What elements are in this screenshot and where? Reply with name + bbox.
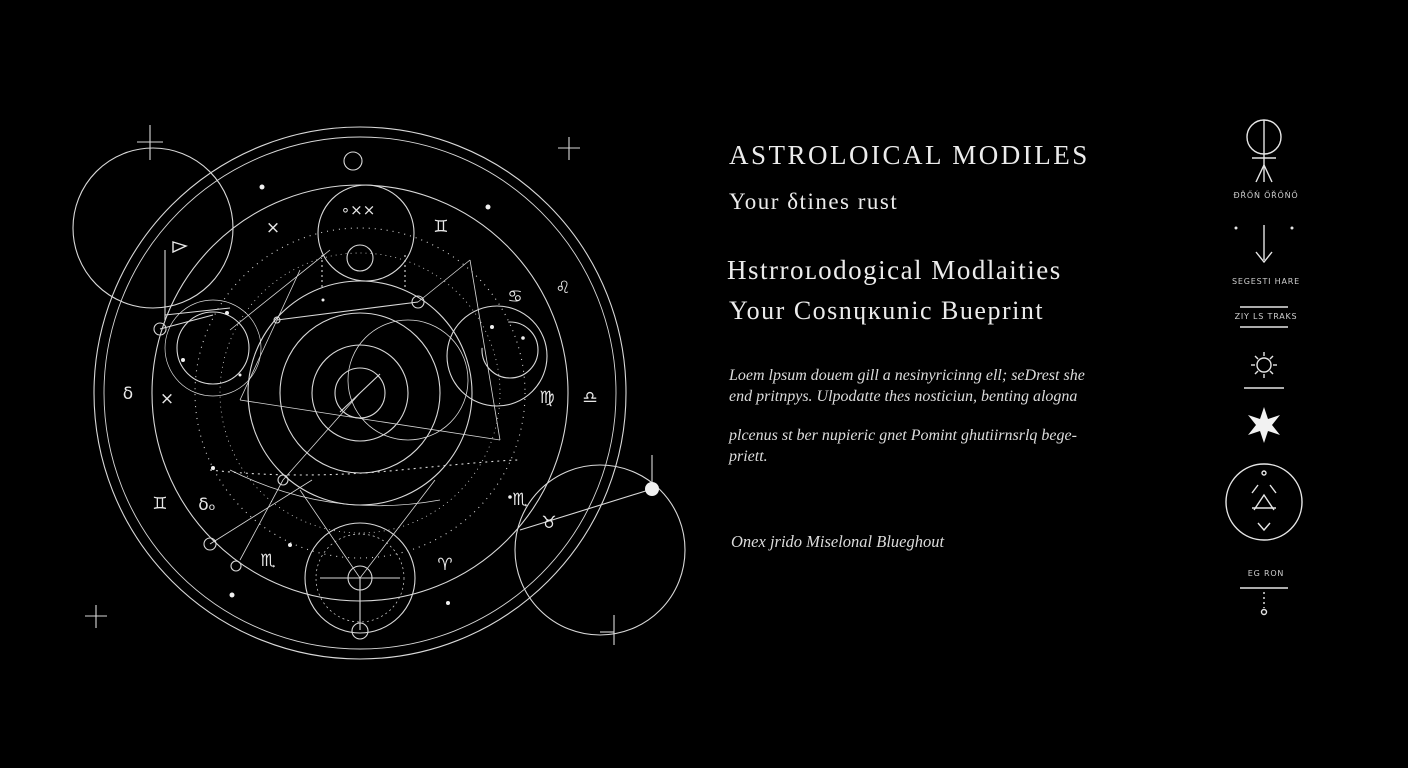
zodiac-glyph: ♌ xyxy=(555,278,571,298)
sigil-circle-icon xyxy=(1226,464,1302,540)
hero-subtitle: Your δtines rust xyxy=(729,189,899,214)
top-circle xyxy=(318,185,414,281)
rail-label: ZIY LS TRAKS xyxy=(1234,312,1298,321)
left-small-circle-2 xyxy=(165,300,261,396)
star-icon xyxy=(1248,407,1280,443)
zodiac-glyph: ♊ xyxy=(152,494,168,514)
top-small-circle xyxy=(347,245,373,271)
sun-icon xyxy=(1251,352,1277,378)
top-dot-circle xyxy=(344,152,362,170)
section-heading: Hstrroʟodogical Modlaities xyxy=(727,255,1062,285)
body-text: plcenus st ber nupieric gnet Pomint ghutiirnsrlq bege- xyxy=(729,427,1077,444)
dotted-line-icon xyxy=(1262,592,1267,615)
zodiac-glyph: δₒ xyxy=(198,495,216,515)
zodiac-glyph: δ xyxy=(122,384,134,404)
footer-note: Onex jrido Miselonal Blueghout xyxy=(731,532,945,551)
rail-label: ĐŘŐŃ ŐŘŐŃŐ xyxy=(1233,191,1299,200)
figure-glyph-icon xyxy=(1247,120,1281,182)
zodiac-glyph: ♋ xyxy=(507,287,523,307)
icon-rail xyxy=(1216,110,1316,630)
right-circle xyxy=(447,306,547,406)
hero-title: ASTROLOICAL MODILES xyxy=(729,140,1090,170)
right-circle-small xyxy=(482,322,538,378)
right-bottom-circle xyxy=(515,465,685,635)
top-left-circle xyxy=(73,148,233,308)
astrology-wheel-diagram xyxy=(0,0,700,768)
left-small-circle xyxy=(177,312,249,384)
top-marks: ∘×× xyxy=(340,201,376,219)
section-heading-line2: Your Cosnɥĸunic Bueprint xyxy=(729,296,1045,325)
down-arrow-icon xyxy=(1235,225,1293,262)
zodiac-glyph: × xyxy=(159,389,175,409)
zodiac-glyph: × xyxy=(265,218,281,238)
body-text: end pritnpys. Ulpodatte thes nosticiun, benting alogna xyxy=(729,388,1078,405)
body-text: Loem lpsum douem gill a nesinyricinng ell; seDrest she xyxy=(729,367,1085,384)
zodiac-glyph: ♉ xyxy=(541,513,557,533)
zodiac-glyph: ♎ xyxy=(582,388,598,408)
rail-label: SEGESTI HARE xyxy=(1232,277,1300,286)
zodiac-glyph: ♍ xyxy=(539,388,555,408)
body-text: priett. xyxy=(729,448,768,465)
zodiac-glyph: ♏ xyxy=(512,490,528,510)
zodiac-glyph: ♊ xyxy=(433,217,449,237)
zodiac-glyph: ♈ xyxy=(437,555,453,575)
rail-label: EG RON xyxy=(1247,569,1285,578)
zodiac-glyph: ♏ xyxy=(260,551,276,571)
